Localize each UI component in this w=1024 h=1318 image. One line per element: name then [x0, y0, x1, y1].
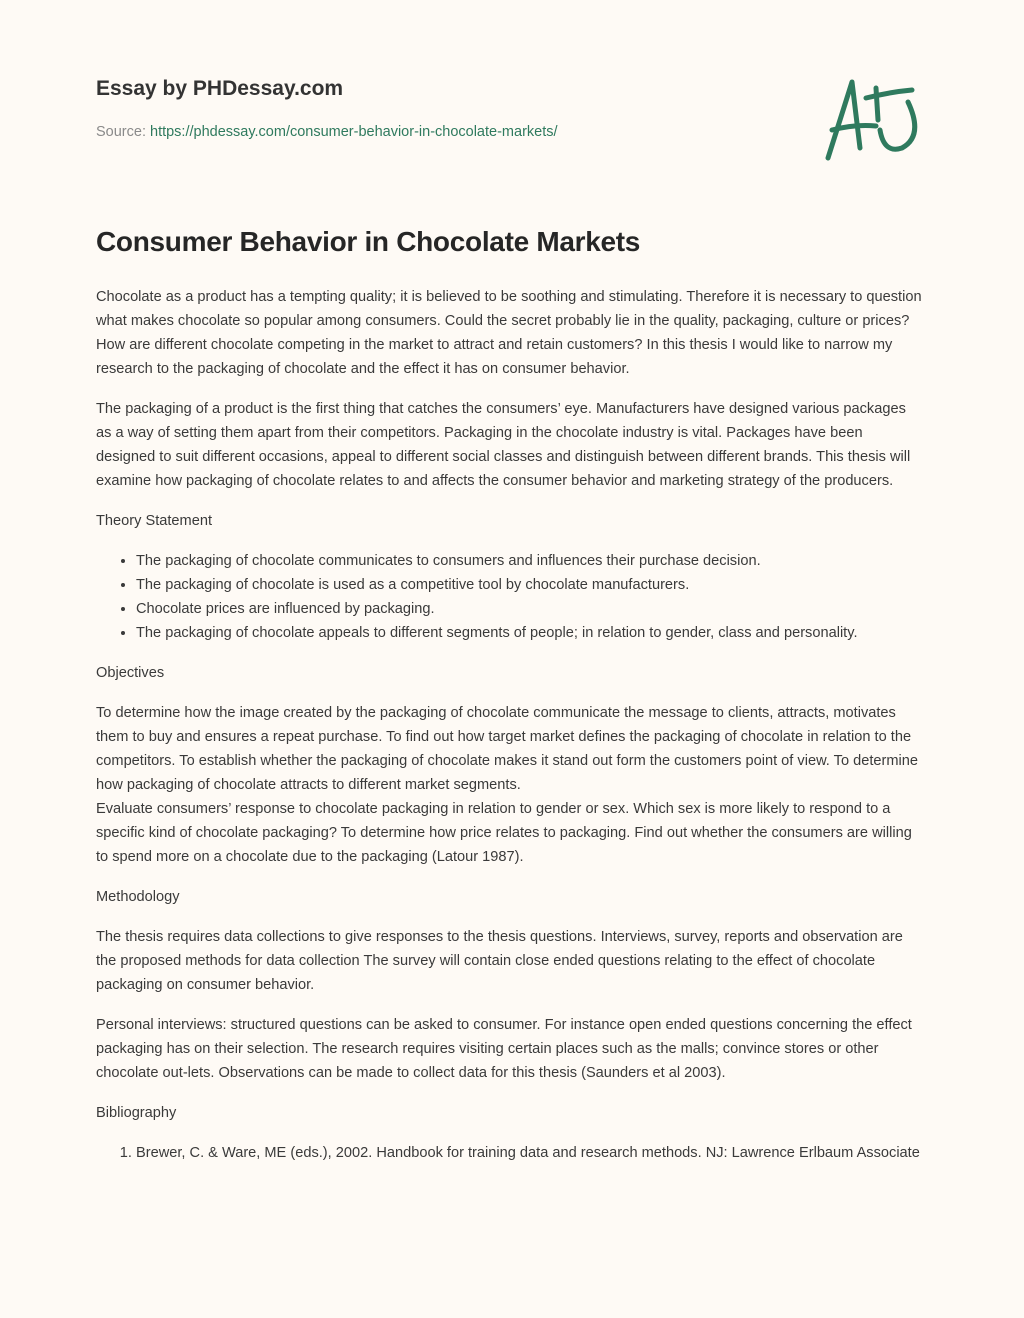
section-heading-theory: Theory Statement [96, 513, 212, 529]
essay-body [96, 285, 922, 1181]
list-item: • The packaging of chocolate is used as a competitive tool by chocolate manufacturers. [136, 573, 922, 597]
source-link[interactable]: https://phdessay.com/consumer-behavior-in-chocolate-markets/ [150, 124, 558, 140]
paragraph: The thesis requires data collections to give responses to the thesis questions. Interviews, survey, reports and observation are the proposed methods for data collection The survey will contain close ended questions relating to the effect of chocolate packaging on consumer behavior. [96, 929, 903, 993]
bibliography-list [96, 1141, 922, 1165]
paragraph: Personal interviews: structured questions can be asked to consumer. For instance open ended questions concerning the effect packaging has on their selection. The research requires visiting certain places such as the malls; convince stores or other chocolate out-lets. Observations can be made to collect data for this thesis (Saunders et al 2003). [96, 1017, 912, 1081]
paragraph: The packaging of a product is the first thing that catches the consumers’ eye. Manufacturers have designed various packages as a way of setting them apart from their competitors. Packaging in the chocolate industry is vital. Packages have been designed to suit different occasions, appeal to different social classes and distinguish between different brands. This thesis will examine how packaging of chocolate relates to and affects the consumer behavior and marketing strategy of the producers. [96, 401, 911, 489]
section-heading-methodology: Methodology [96, 889, 180, 905]
brand-title: Essay by PHDessay.com [96, 77, 344, 100]
source-label: Source: [96, 124, 150, 140]
paragraph [96, 701, 922, 869]
theory-list [96, 549, 922, 645]
source-line [96, 124, 558, 140]
section-heading-objectives: Objectives [96, 665, 165, 681]
objectives-text-1: To determine how the image created by the packaging of chocolate communicate the message to clients, attracts, motivates them to buy and ensures a repeat purchase. To find out how target market defines the packaging of chocolate in relation to the competitors. To establish whether the packaging of chocolate makes it stand out form the customers point of view. To determine how packaging of chocolate attracts to different market segments. [96, 705, 919, 793]
paragraph: Chocolate as a product has a tempting quality; it is believed to be soothing and stimulating. Therefore it is necessary to question what makes chocolate so popular among consumers. Could the secret probably lie in the quality, packaging, culture or prices? How are different chocolate competing in the market to attract and retain customers? In this thesis I would like to narrow my research to the packaging of chocolate and the effect it has on consumer behavior. [96, 289, 922, 377]
bibliography-item: 1. Brewer, C. & Ware, ME (eds.), 2002. Handbook for training data and research methods. NJ: Lawrence Erlbaum Associate [136, 1141, 922, 1165]
a-plus-logo-icon [820, 68, 930, 164]
list-item: • Chocolate prices are influenced by packaging. [136, 597, 922, 621]
list-item: • The packaging of chocolate appeals to different segments of people; in relation to gender, class and personality. [136, 621, 922, 645]
essay-title: Consumer Behavior in Chocolate Markets [96, 226, 641, 257]
list-item: • The packaging of chocolate communicates to consumers and influences their purchase decision. [136, 549, 922, 573]
section-heading-bibliography: Bibliography [96, 1105, 177, 1121]
objectives-text-2: Evaluate consumers’ response to chocolate packaging in relation to gender or sex. Which sex is more likely to respond to a specific kind of chocolate packaging? To determine how price relates to packaging. Find out whether the consumers are willing to spend more on a chocolate due to the packaging (Latour 1987). [96, 801, 912, 865]
